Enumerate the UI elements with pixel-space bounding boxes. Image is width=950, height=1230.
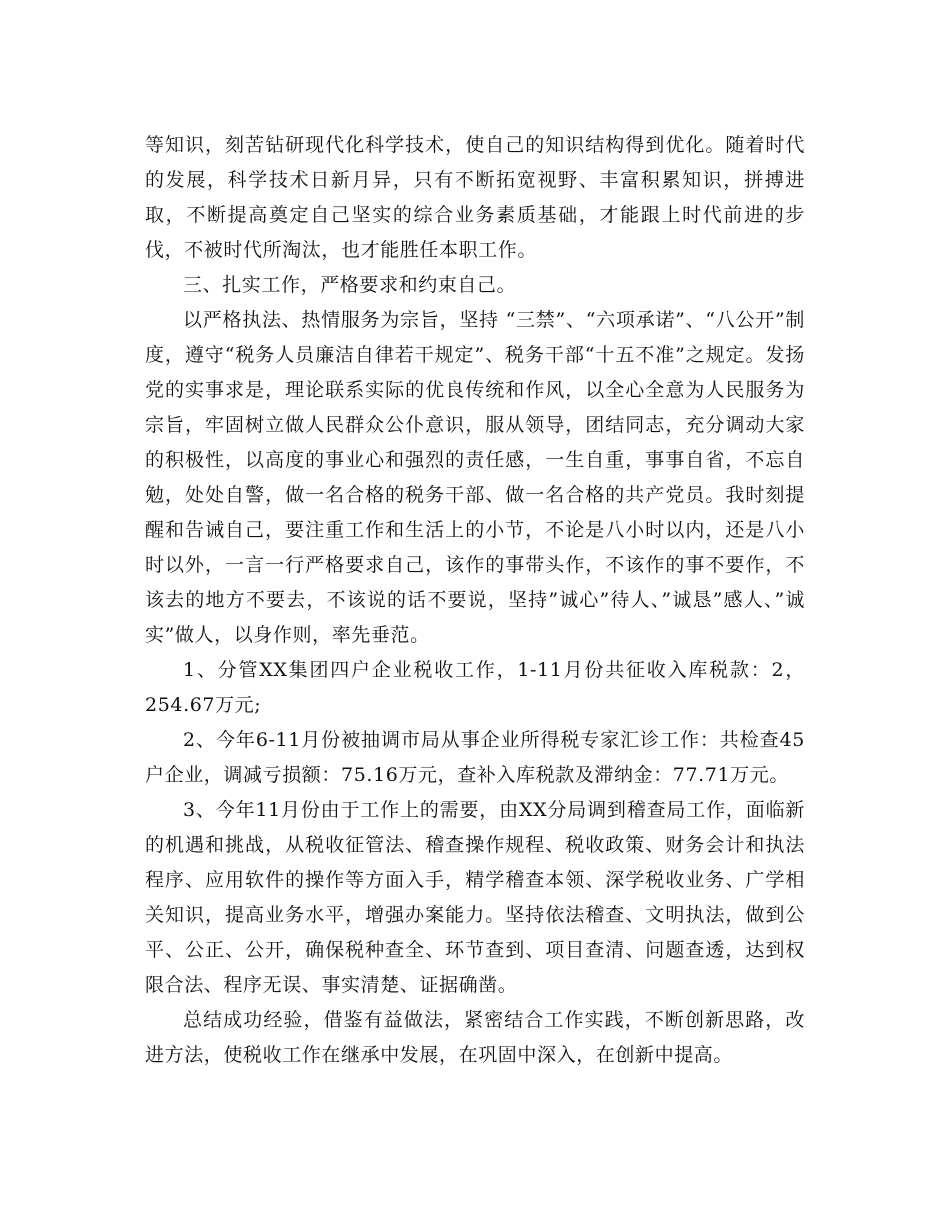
document-page [145, 128, 805, 1073]
section-heading-3: 三、扎实工作，严格要求和约束自己。 [183, 274, 517, 296]
paragraph-item-3: 3、今年11月份由于工作上的需要，由XX分局调到稽查局工作，面临新的机遇和挑战，从税收征管法、稽查操作规程、税收政策、财务会计和执法程序、应用软件的操作等方面入手，精学稽查本领、深学税收业务、广学相关知识，提高业务水平，增强办案能力。坚持依法稽查、文明执法，做到公平、公正、公开，确保税种查全、环节查到、项目查清、问题查透，达到权限合法、程序无误、事实清楚、证据确凿。 [145, 799, 805, 996]
paragraph-summary: 总结成功经验，借鉴有益做法，紧密结合工作实践，不断创新思路，改进方法，使税收工作在继承中发展，在巩固中深入，在创新中提高。 [145, 1009, 805, 1066]
paragraph-item-2: 2、今年6-11月份被抽调市局从事企业所得税专家汇诊工作：共检查45户企业，调减亏损额：75.16万元，查补入库税款及滞纳金：77.71万元。 [145, 729, 805, 786]
paragraph-continuation: 等知识，刻苦钻研现代化科学技术，使自己的知识结构得到优化。随着时代的发展，科学技术日新月异，只有不断拓宽视野、丰富积累知识，拼搏进取，不断提高奠定自己坚实的综合业务素质基础，才能跟上时代前进的步伐，不被时代所淘汰，也才能胜任本职工作。 [145, 134, 805, 261]
paragraph-item-1: 1、分管XX集团四户企业税收工作，1-11月份共征收入库税款：2，254.67万元; [145, 659, 805, 716]
paragraph-integrity: 以严格执法、热情服务为宗旨，坚持 “三禁”、“六项承诺”、“八公开”制度，遵守“税务人员廉洁自律若干规定”、税务干部“十五不准”之规定。发扬党的实事求是，理论联系实际的优良传统和作风，以全心全意为人民服务为宗旨，牢固树立做人民群众公仆意识，服从领导，团结同志，充分调动大家的积极性，以高度的事业心和强烈的责任感，一生自重，事事自省，不忘自勉，处处自警，做一名合格的税务干部、做一名合格的共产党员。我时刻提醒和告诫自己，要注重工作和生活上的小节，不论是八小时以内，还是八小时以外，一言一行严格要求自己，该作的事带头作，不该作的事不要作，不该去的地方不要去，不该说的话不要说，坚持”诚心”待人、”诚恳”感人、”诚实”做人，以身作则，率先垂范。 [145, 309, 805, 646]
